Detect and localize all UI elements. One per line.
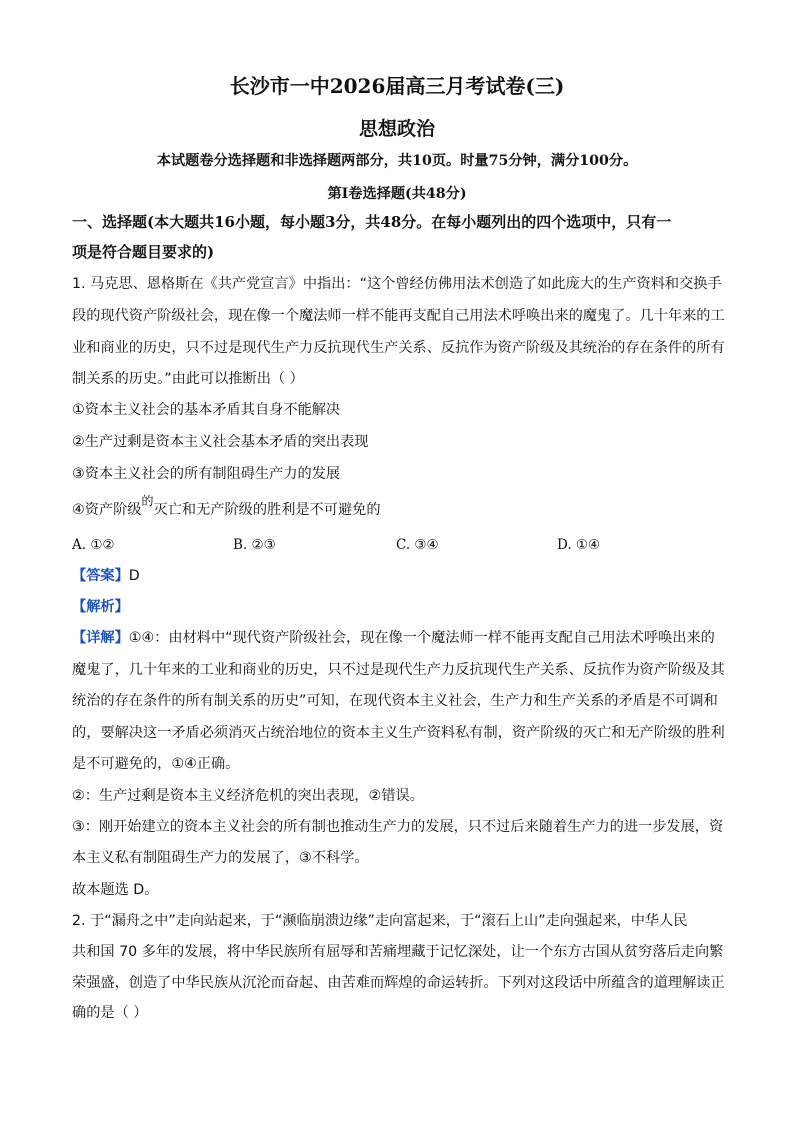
q1-analysis [72, 597, 129, 617]
q1-stem-line-2: 段的现代资产阶级社会，现在像一个魔法师一样不能再支配自己用法术呼唤出来的魔鬼了。几十年来的工 [72, 308, 725, 324]
q1-item-2: ②生产过剩是资本主义社会基本矛盾的突出表现 [72, 434, 369, 450]
detail-text-1: ①④：由材料中“现代资产阶级社会，现在像一个魔法师一样不能再支配自己用法术呼唤出来的 [128, 630, 715, 646]
analysis-tag: 【解析】 [72, 599, 129, 615]
q1-detail-line-1 [72, 628, 715, 648]
section-title: 第Ⅰ卷选择题(共48分) [327, 186, 467, 202]
q2-stem-line-2: 共和国 70 多年的发展，将中华民族所有屈辱和苦痛埋藏于记忆深处，让一个东方古国从贫穷落后走向繁 [72, 944, 724, 960]
q1-note-3-line-1: ③：刚开始建立的资本主义社会的所有制也推动生产力的发展，只不过后来随着生产力的进一步发展，资 [72, 819, 724, 835]
subject-title: 思想政治 [358, 118, 435, 140]
part-heading-line-2: 项是符合题目要求的) [72, 243, 215, 261]
q1-item-4-superscript: 的 [141, 494, 154, 508]
q1-detail-line-2: 魔鬼了，几十年来的工业和商业的历史，只不过是现代生产力反抗现代生产关系、反抗作为资产阶级及其 [72, 662, 725, 678]
q1-item-4-part-a: ④资产阶级 [72, 502, 142, 518]
q2-stem-line-4: 确的是（ ） [72, 1005, 148, 1021]
q1-detail-line-4: 的，要解决这一矛盾必须消灭占统治地位的资本主义生产资料私有制，资产阶级的灭亡和无产阶级的胜利 [72, 725, 725, 741]
q1-item-1: ①资本主义社会的基本矛盾其自身不能解决 [72, 402, 341, 418]
exam-title: 长沙市一中2026届高三月考试卷(三) [229, 74, 565, 98]
q1-conclusion: 故本题选 D。 [72, 882, 159, 898]
q1-option-b: B. ②③ [233, 537, 276, 553]
exam-info: 本试题卷分选择题和非选择题两部分，共10页。时量75分钟，满分100分。 [156, 153, 638, 169]
part-heading-line-1: 一、选择题(本大题共16小题，每小题3分，共48分。在每小题列出的四个选项中，只有一 [72, 213, 672, 231]
q1-detail-line-5: 是不可避免的，①④正确。 [72, 756, 240, 772]
q1-option-a: A. ①② [72, 537, 115, 553]
q1-stem-line-4: 制关系的历史。”由此可以推断出（ ） [72, 371, 304, 387]
q1-item-4 [72, 494, 381, 520]
q1-option-c: C. ③④ [396, 537, 439, 553]
q1-note-2: ②：生产过剩是资本主义经济危机的突出表现，②错误。 [72, 788, 424, 804]
q1-stem-line-3: 业和商业的历史，只不过是现代生产力反抗现代生产关系、反抗作为资产阶级及其统治的存在条件的所有 [72, 340, 725, 356]
answer-tag: 【答案】 [72, 568, 129, 584]
q2-stem-line-3: 荣强盛，创造了中华民族从沉沦而奋起、由苦难而辉煌的命运转折。下列对这段话中所蕴含的道理解读正 [72, 975, 725, 991]
q1-item-4-part-b: 灭亡和无产阶级的胜利是不可避免的 [153, 502, 381, 518]
q1-option-d: D. ①④ [557, 537, 601, 553]
q1-item-3: ③资本主义社会的所有制阻碍生产力的发展 [72, 466, 341, 482]
q1-answer [72, 566, 140, 586]
q1-note-3-line-2: 本主义私有制阻碍生产力的发展了，③不科学。 [72, 850, 369, 866]
q1-detail-line-3: 统治的存在条件的所有制关系的历史”可知，在现代资本主义社会，生产力和生产关系的矛盾是不可调和 [72, 693, 718, 709]
answer-value: D [128, 568, 140, 584]
q1-stem-line-1: 1. 马克思、恩格斯在《共产党宣言》中指出：“这个曾经仿佛用法术创造了如此庞大的生产资料和交换手 [72, 276, 722, 292]
detail-tag: 【详解】 [72, 630, 129, 646]
q2-stem-line-1: 2. 于“漏舟之中”走向站起来，于“濒临崩溃边缘”走向富起来，于“滚石上山”走向强起来，中华人民 [72, 913, 688, 929]
